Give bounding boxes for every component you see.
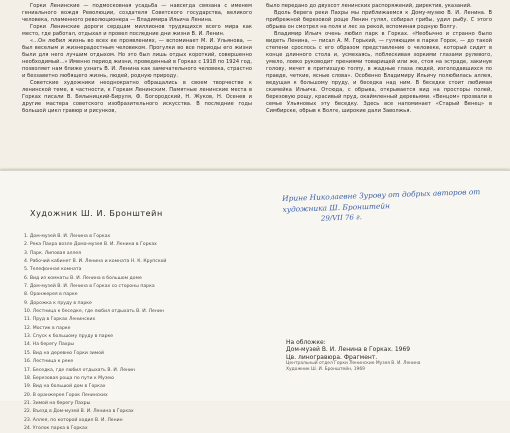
dedication-date: 29/VII 76 г. <box>320 213 363 223</box>
list-item: 14. На берегу Пахры <box>24 342 75 348</box>
article-paragraph: Советские художники неоднократно обращались в своем творчестве к ленинской теме, в частности, к Горкам Ленинским. Памятные ленинские места в Горках писали В. Бялыницкий-Бируля, Ф. Богородский, Н. Жуков, Н. Осенев и другие мастера советского изобразительного искусства. В последние годы большой цикл гравюр и рисунков, <box>22 80 252 114</box>
article-paragraph: Горки Ленинские — подмосковная усадьба — навсегда связана с именем гениального вождя Революции, создателя Советского государства, великого человека, пламенного революционера — Владимира Ильича Ленина. <box>22 3 252 23</box>
list-item: 16. Лестница к реке <box>24 359 74 365</box>
article-paragraph: Вдоль берега реки Пахры мы приближаемся к Дому-музею В. И. Ленина. В прибрежной березовой роще Ленин гулял, собирал грибы, удил рыбу. С этого обрыва он смотрел на поля и лес за рекой, вспоминая родную Волгу. <box>266 10 492 30</box>
list-item: 18. Березовая роща по пути к Музею <box>24 375 114 381</box>
article-paragraph: «...Он любил жизнь во всех ее проявлениях, — вспоминает М. И. Ульянова, — был веселым и жизнерадостным человеком. Прогулки во все периоды его жизни были для него лучшим отдыхом. Но это был лишь отдых короткий, совершенно необходимый...» Именно период жизни, проведенный в Горках с 1918 по 1924 год, позволяет нам ближе узнать В. И. Ленина как замечательного человека, страстно и беззаветно любящего жизнь, людей, родную природу. <box>22 38 252 79</box>
cover-caption <box>286 339 420 372</box>
list-item: 13. Спуск к большому пруду в парке <box>24 334 114 340</box>
article-page <box>0 0 510 170</box>
list-item: 9. Дорожка к пруду в парке <box>24 300 92 306</box>
list-item: 24. Уголок парка в Горках <box>24 425 88 431</box>
list-item: 2. Река Пахра возле Дома-музея В. И. Ленина в Горках <box>24 242 157 248</box>
handwritten-dedication <box>282 185 503 226</box>
list-item: 23. Аллея, по которой ходил В. И. Ленин <box>24 417 123 423</box>
list-item: 22. Въезд в Дом-музей В. И. Ленина в Горках <box>24 409 134 415</box>
list-item: 11. Пруд в Горках Ленинских <box>24 317 96 323</box>
list-item: 6. Вид из комнаты В. И. Ленина в большом доме <box>24 275 142 281</box>
list-item: 10. Лестница к беседке, где любил отдыхать В. И. Ленин <box>24 309 164 315</box>
insert-card <box>0 170 510 431</box>
article-paragraph: Владимир Ильич очень любил парк в Горках. «Необычно и странно было видеть Ленина, — писал А. М. Горький, — гуляющим в парке Горок, — до такой степени срослось с его образом представление о человеке, который сидит в конце длинного стола и, усмехаясь, поблескивая зоркими глазами рулевого, умело, ловко руководит прениями товарищей или же, стоя на эстраде, закинув голову, мечет в притихшую толпу, в жадные глаза людей, изголодавшихся по правде, четкие, ясные слова». Особенно Владимиру Ильичу полюбилась аллея, ведущая к большому пруду, и беседка над ним. В беседке стоит любимая скамейка Ильича. Отсюда, с обрыва, открывается вид на просторы полей, березовую рощу, красивый пруд, окаймленный деревьями. «Венцом» прозвали в семье Ульяновых эту беседку. Здесь все напоминает «Старый Венец» в Симбирске, обрыв к Волге, широкие дали Заволжья. <box>266 31 492 114</box>
list-item: 7. Дом-музей В. И. Ленина в Горках со стороны парка <box>24 284 155 290</box>
article-paragraph: было передано до двухсот ленинских распоряжений, директив, указаний. <box>266 3 472 9</box>
list-item: 8. Оранжерея в парке <box>24 292 78 298</box>
caption-line: Дом-музей В. И. Ленина в Горках. 1969 <box>286 346 411 354</box>
caption-line: Цв. линогравюра. Фрагмент. <box>286 353 378 361</box>
plates-list <box>24 233 224 433</box>
list-item: 12. Мостик в парке <box>24 325 71 331</box>
list-item: 4. Рабочий кабинет В. И. Ленина и комната Н. К. Крупской <box>24 259 167 265</box>
list-item: 15. Вид на деревню Горки зимой <box>24 350 105 356</box>
dedication-text: Ирине Николаевне Зурову от добрых авторов от художника Ш. Бронштейн <box>282 187 481 214</box>
caption-small-line: Художник Ш. И. Бронштейн, 1969 <box>286 366 365 372</box>
caption-label: На обложке: <box>286 339 326 346</box>
list-item: 17. Беседка, где любил отдыхать В. И. Ленин <box>24 367 136 373</box>
list-item: 19. Вид на большой дом в Горках <box>24 384 106 390</box>
list-item: 21. Зимой на берегу Пахры <box>24 400 91 406</box>
caption-small-line: Центральный отдел Горки Ленинские Музея В. И. Ленина <box>286 361 421 367</box>
article-paragraph: Горки Ленинские дороги сердцам миллионов трудящихся всего мира как место, где работал, отдыхал и провел последние дни жизни В. И. Ленин. <box>22 24 252 37</box>
article-left-column <box>22 3 252 115</box>
list-item: 1. Дом-музей В. И. Ленина в Горках <box>24 234 111 239</box>
list-item: 20. В оранжерее Горок Ленинских <box>24 392 108 398</box>
list-item: 3. Парк. Липовая аллея <box>24 250 82 256</box>
artist-title: Художник Ш. И. Бронштейн <box>30 209 163 218</box>
list-item: 5. Телефонная комната <box>24 267 82 273</box>
article-right-column <box>266 3 492 115</box>
